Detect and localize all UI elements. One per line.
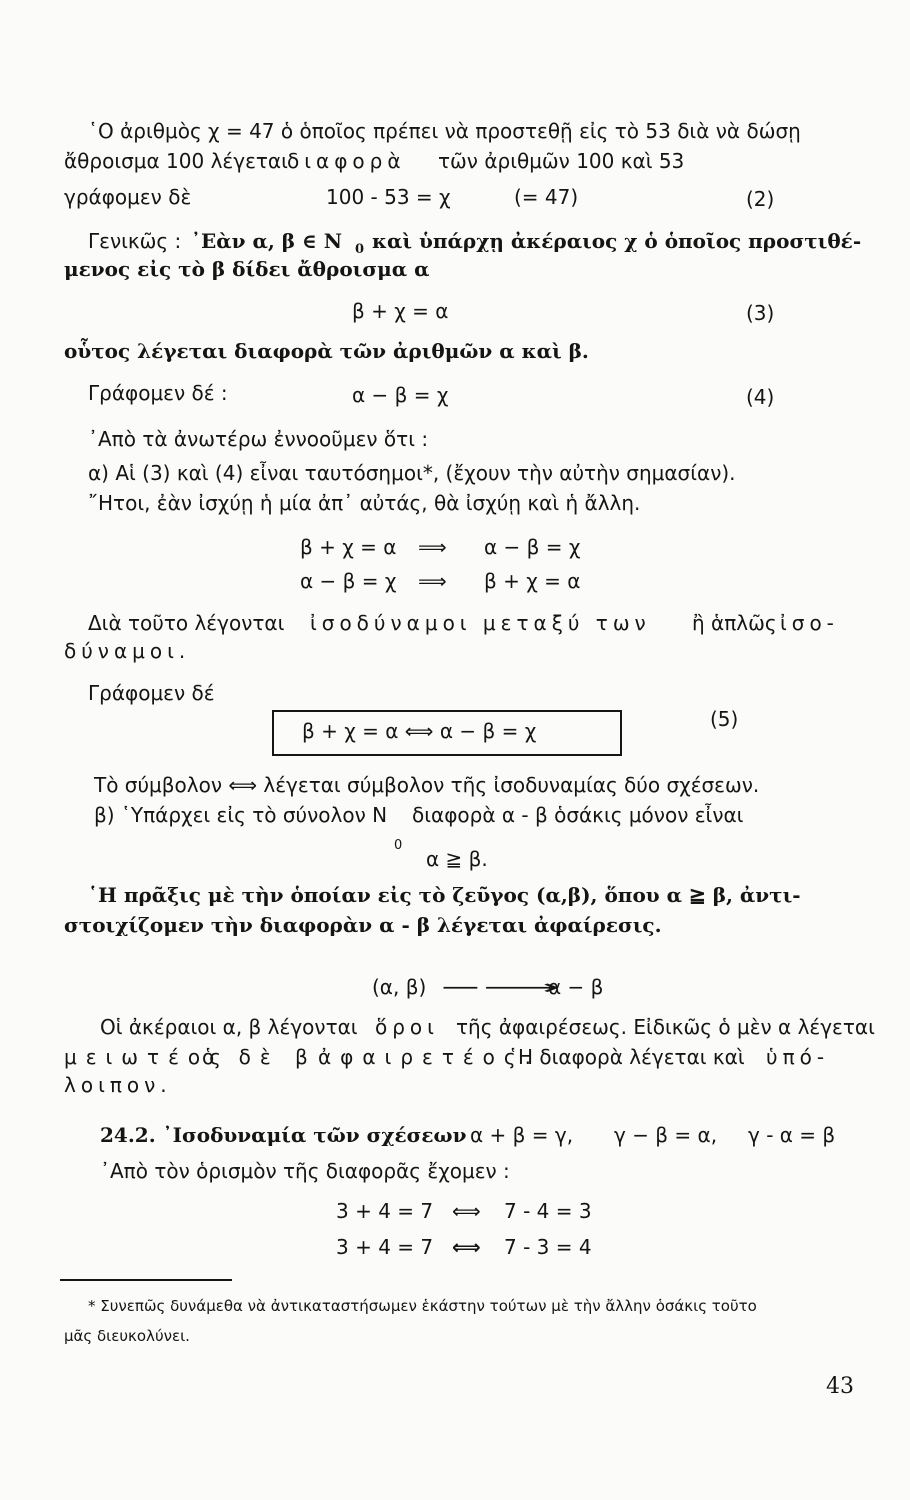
equation: α − β = χ bbox=[484, 535, 581, 559]
equation-note: (= 47) bbox=[514, 185, 579, 209]
footnote-rule bbox=[60, 1279, 232, 1281]
page-number: 43 bbox=[826, 1374, 854, 1399]
mapping-domain: (α, β) bbox=[372, 975, 427, 999]
text-line: Τὸ σύμβολον ⟺ λέγεται σύμβολον τῆς ἰσοδυναμίας δύο σχέσεων. bbox=[94, 773, 760, 797]
text-line: α) Αἱ (3) καὶ (4) εἶναι ταυτόσημοι*, (ἔχουν τὴν αὐτὴν σημασίαν). bbox=[88, 461, 736, 485]
text-line: Γράφομεν δέ : bbox=[88, 381, 228, 405]
equation: γ − β = α, bbox=[614, 1123, 718, 1147]
equation-number: (5) bbox=[710, 707, 739, 731]
text-line: ᾿Απὸ τὸν ὁρισμὸν τῆς διαφορᾶς ἔχομεν : bbox=[100, 1159, 510, 1183]
equivalence-arrow: ⟺ bbox=[452, 1235, 481, 1259]
equation: α + β = γ, bbox=[470, 1123, 574, 1147]
bold-text: καὶ ὑπάρχῃ ἀκέραιος χ ὁ ὁποῖος προστιθέ- bbox=[372, 229, 862, 253]
text-line: διαφορὰ α - β ὁσάκις μόνον εἶναι bbox=[412, 803, 744, 827]
footnote: * Συνεπῶς δυνάμεθα νὰ ἀντικαταστήσωμεν ἑκάστην τούτων μὲ τὴν ἄλλην ὁσάκις τοῦτο bbox=[88, 1297, 757, 1315]
equation: β + χ = α bbox=[352, 299, 449, 323]
equation: β + χ = α bbox=[300, 535, 397, 559]
equation: γ - α = β bbox=[748, 1123, 836, 1147]
text-line: τῆς ἀφαιρέσεως. Εἰδικῶς ὁ μὲν α λέγεται bbox=[456, 1015, 875, 1039]
equivalence-arrow: ⟺ bbox=[452, 1199, 481, 1223]
footnote: μᾶς διευκολύνει. bbox=[64, 1327, 190, 1345]
equation: 3 + 4 = 7 bbox=[336, 1199, 434, 1223]
text-line: Οἱ ἀκέραιοι α, β λέγονται bbox=[100, 1015, 358, 1039]
mapping-image: α − β bbox=[548, 975, 604, 999]
equation: 3 + 4 = 7 bbox=[336, 1235, 434, 1259]
spaced-term: ἰσο- bbox=[780, 611, 839, 635]
implies-arrow: ⟹ bbox=[418, 569, 447, 593]
maps-to-arrow: −⟶ bbox=[438, 975, 561, 999]
text-line: τῶν ἀριθμῶν 100 καὶ 53 bbox=[438, 149, 685, 173]
text-line: β) ῾Υπάρχει εἰς τὸ σύνολον N bbox=[94, 803, 388, 827]
equation: β + χ = α ⟺ α − β = χ bbox=[302, 719, 537, 743]
text-line: γράφομεν δὲ bbox=[64, 185, 192, 209]
subscript: 0 bbox=[355, 242, 365, 257]
spaced-term: ἰσοδύναμοι μεταξύ των bbox=[310, 611, 651, 635]
bold-text: μενος εἰς τὸ β δίδει ἄθροισμα α bbox=[64, 257, 430, 281]
equation: α − β = χ bbox=[300, 569, 397, 593]
spaced-term: λοιπον. bbox=[64, 1073, 172, 1097]
spaced-term: ὑπό- bbox=[766, 1045, 830, 1069]
equation-number: (4) bbox=[746, 385, 775, 409]
bold-text: ῾Η πρᾶξις μὲ τὴν ὁποίαν εἰς τὸ ζεῦγος (α,β), ὅπου α ≧ β, ἀντι- bbox=[88, 883, 801, 907]
spaced-term: ὅροι bbox=[375, 1015, 439, 1039]
subscript: 0 bbox=[394, 838, 403, 853]
equation-number: (2) bbox=[746, 187, 775, 211]
text-line: Γενικῶς : bbox=[88, 229, 182, 253]
spaced-term: μειωτέος bbox=[64, 1045, 230, 1069]
spaced-term: ὁ δὲ β bbox=[202, 1045, 317, 1069]
equation: 7 - 3 = 4 bbox=[504, 1235, 592, 1259]
text-line: ῾Ο ἀριθμὸς χ = 47 ὁ ὁποῖος πρέπει νὰ προστεθῇ εἰς τὸ 53 διὰ νὰ δώσῃ bbox=[88, 119, 801, 143]
implies-arrow: ⟹ bbox=[418, 535, 447, 559]
equation: 7 - 4 = 3 bbox=[504, 1199, 592, 1223]
text-line: ῎Ητοι, ἐὰν ἰσχύῃ ἡ μία ἀπ᾿ αὐτάς, θὰ ἰσχύῃ καὶ ἡ ἄλλη. bbox=[88, 491, 641, 515]
section-heading: 24.2. ᾿Ισοδυναμία τῶν σχέσεων bbox=[100, 1123, 467, 1147]
equation: α ≧ β. bbox=[426, 847, 488, 871]
bold-text: στοιχίζομεν τὴν διαφορὰν α - β λέγεται ἀφαίρεσις. bbox=[64, 913, 662, 937]
equation: β + χ = α bbox=[484, 569, 581, 593]
text-line: ἢ ἁπλῶς bbox=[692, 611, 777, 635]
spaced-term: ἀφαιρετέος. bbox=[318, 1045, 541, 1069]
spaced-term: δύναμοι. bbox=[64, 639, 191, 663]
equation: α − β = χ bbox=[352, 383, 449, 407]
spaced-term: διαφορὰ bbox=[287, 149, 406, 173]
text-line: ἄθροισμα 100 λέγεται bbox=[64, 149, 288, 173]
bold-text: ᾿Εὰν α, β ∈ N bbox=[191, 229, 343, 253]
equation: 100 - 53 = χ bbox=[326, 185, 451, 209]
text-line: Διὰ τοῦτο λέγονται bbox=[88, 611, 285, 635]
equation-number: (3) bbox=[746, 301, 775, 325]
text-line: Γράφομεν δέ bbox=[88, 681, 215, 705]
text-line: ῾Η διαφορὰ λέγεται καὶ bbox=[508, 1045, 745, 1069]
text-line: ᾿Απὸ τὰ ἀνωτέρω ἐννοοῦμεν ὅτι : bbox=[88, 427, 429, 451]
bold-text: οὗτος λέγεται διαφορὰ τῶν ἀριθμῶν α καὶ β. bbox=[64, 339, 589, 363]
